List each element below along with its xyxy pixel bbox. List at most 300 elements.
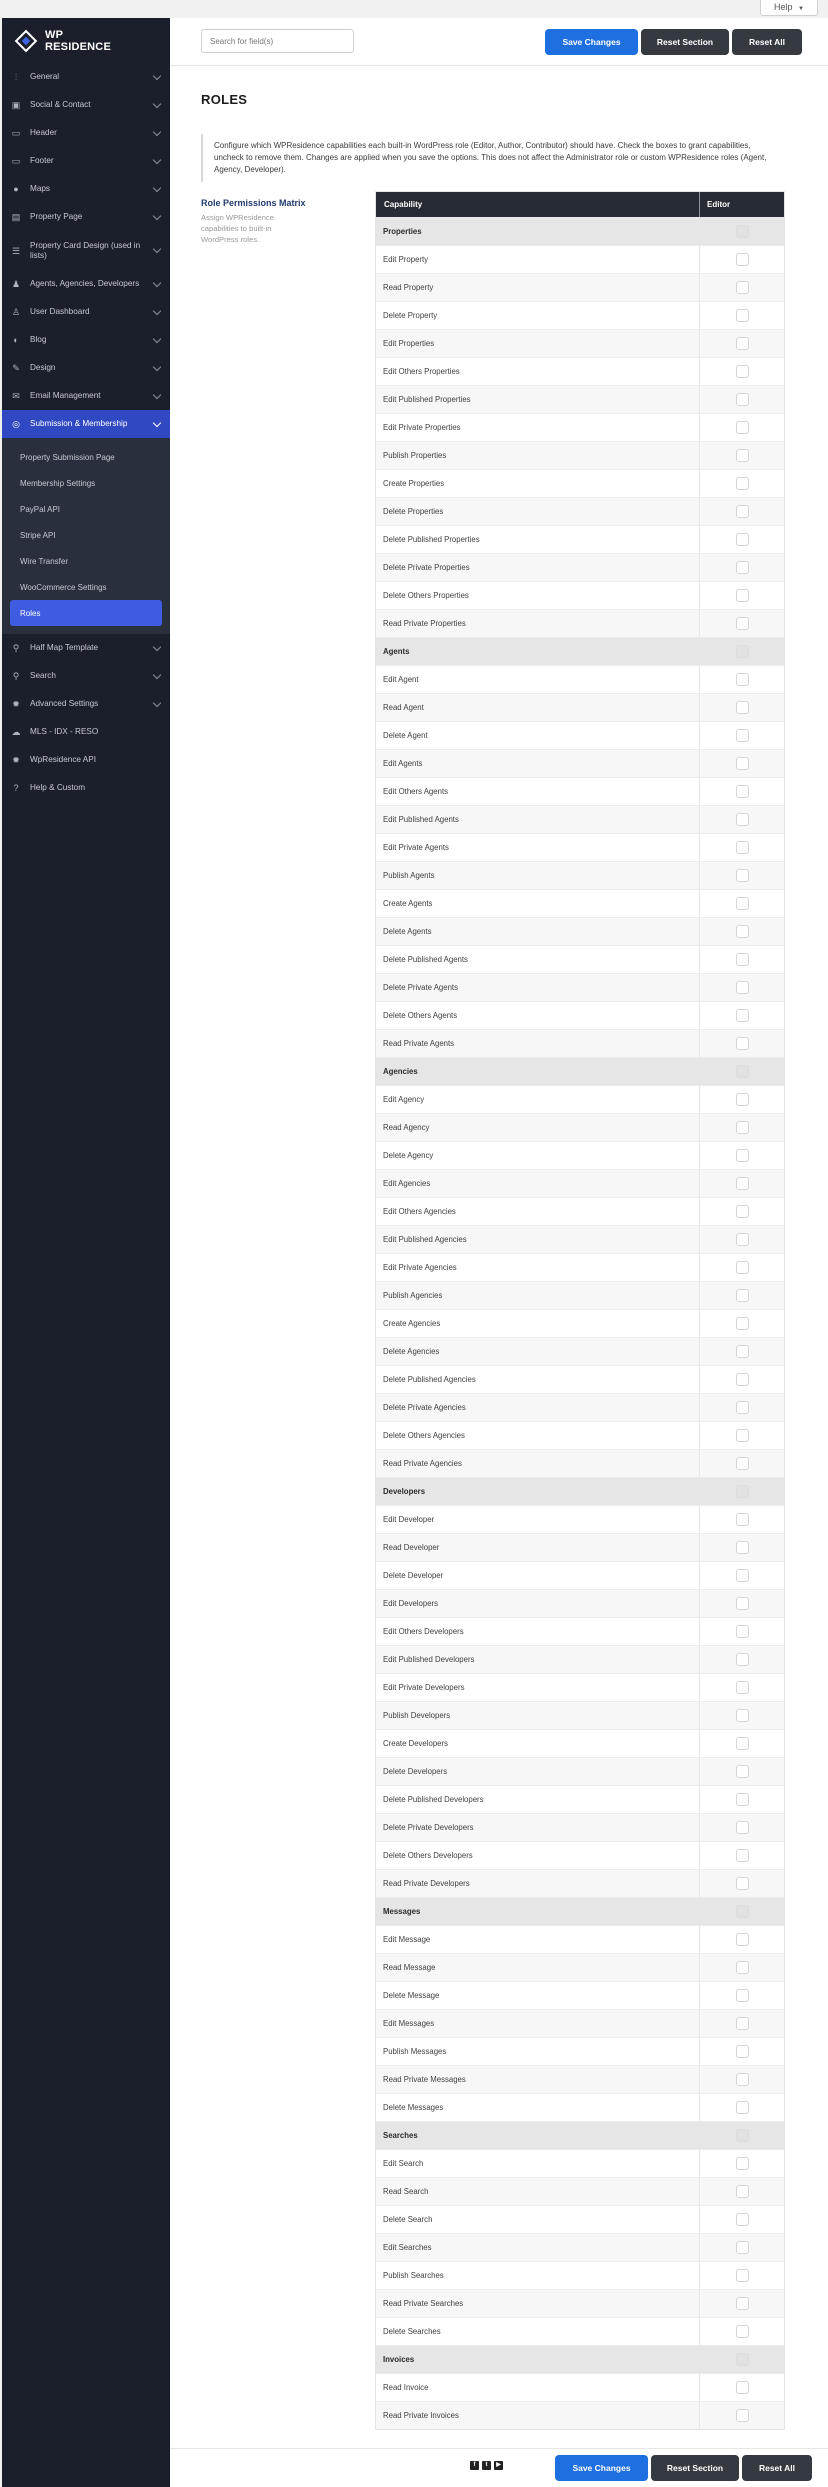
chevron-down-icon bbox=[153, 127, 161, 135]
table-row bbox=[376, 1561, 784, 1589]
brand-line1: WP bbox=[45, 28, 64, 41]
sidebar-item-property-page[interactable] bbox=[2, 203, 170, 231]
submenu-item-woocommerce-settings[interactable]: WooCommerce Settings bbox=[20, 582, 107, 592]
table-row bbox=[376, 245, 784, 273]
table-row bbox=[376, 2037, 784, 2065]
table-group-row bbox=[376, 2121, 784, 2149]
capability-label: Delete Others Developers bbox=[376, 1842, 700, 1869]
editor-capability-checkbox[interactable] bbox=[736, 2045, 749, 2058]
user-icon: ♙ bbox=[11, 307, 21, 317]
table-row bbox=[376, 1365, 784, 1393]
table-row bbox=[376, 833, 784, 861]
sidebar bbox=[2, 18, 170, 2487]
editor-capability-checkbox[interactable] bbox=[736, 2017, 749, 2030]
sidebar-menu bbox=[2, 63, 170, 438]
capability-label: Delete Published Agents bbox=[376, 946, 700, 973]
sidebar-item-label: MLS - IDX - RESO bbox=[30, 727, 99, 736]
editor-capability-checkbox[interactable] bbox=[736, 1681, 749, 1694]
group-label: Agents bbox=[376, 638, 700, 665]
table-row bbox=[376, 805, 784, 833]
editor-capability-checkbox[interactable] bbox=[736, 2381, 749, 2394]
table-row bbox=[376, 357, 784, 385]
table-row bbox=[376, 749, 784, 777]
capability-label: Publish Searches bbox=[376, 2262, 700, 2289]
capability-label: Delete Agencies bbox=[376, 1338, 700, 1365]
group-checkbox bbox=[736, 2353, 749, 2366]
chevron-down-icon bbox=[153, 211, 161, 219]
table-row bbox=[376, 1841, 784, 1869]
sidebar-item-label: Agents, Agencies, Developers bbox=[30, 279, 140, 288]
sidebar-item-design[interactable] bbox=[2, 354, 170, 382]
table-row bbox=[376, 889, 784, 917]
editor-capability-checkbox[interactable] bbox=[736, 1653, 749, 1666]
capability-label: Delete Messages bbox=[376, 2094, 700, 2121]
search-input[interactable] bbox=[201, 29, 354, 53]
table-row bbox=[376, 1169, 784, 1197]
table-row bbox=[376, 1001, 784, 1029]
capability-label: Delete Others Properties bbox=[376, 582, 700, 609]
editor-capability-checkbox[interactable] bbox=[736, 505, 749, 518]
table-row bbox=[376, 1225, 784, 1253]
table-row bbox=[376, 2149, 784, 2177]
table-group-row bbox=[376, 1897, 784, 1925]
sidebar-item-label: User Dashboard bbox=[30, 307, 90, 316]
editor-capability-checkbox[interactable] bbox=[736, 449, 749, 462]
main-content bbox=[170, 18, 828, 2487]
editor-capability-checkbox[interactable] bbox=[736, 1233, 749, 1246]
sidebar-item-label: Footer bbox=[30, 156, 54, 165]
editor-capability-checkbox[interactable] bbox=[736, 2325, 749, 2338]
capability-column-header: Capability bbox=[376, 192, 700, 217]
editor-capability-checkbox[interactable] bbox=[736, 2409, 749, 2422]
capability-label: Edit Others Agents bbox=[376, 778, 700, 805]
sidebar-item-label: WpResidence API bbox=[30, 755, 96, 764]
capability-label: Delete Others Agents bbox=[376, 1002, 700, 1029]
editor-capability-checkbox[interactable] bbox=[736, 1149, 749, 1162]
capability-label: Delete Agent bbox=[376, 722, 700, 749]
sidebar-menu-lower bbox=[2, 634, 170, 802]
table-row bbox=[376, 301, 784, 329]
editor-capability-checkbox[interactable] bbox=[736, 1093, 749, 1106]
table-row bbox=[376, 469, 784, 497]
editor-capability-checkbox[interactable] bbox=[736, 253, 749, 266]
editor-capability-checkbox[interactable] bbox=[736, 1009, 749, 1022]
table-row bbox=[376, 917, 784, 945]
help-tab[interactable] bbox=[760, 0, 818, 16]
table-row bbox=[376, 861, 784, 889]
capability-label: Delete Agency bbox=[376, 1142, 700, 1169]
header-layout-icon: ▭ bbox=[11, 128, 21, 138]
sidebar-item-label: Social & Contact bbox=[30, 100, 91, 109]
sidebar-submenu bbox=[2, 438, 170, 634]
brand-logo bbox=[2, 18, 170, 63]
sidebar-item-search[interactable] bbox=[2, 662, 170, 690]
contrast-icon: ◐ bbox=[13, 335, 19, 345]
editor-capability-checkbox[interactable] bbox=[736, 1877, 749, 1890]
chevron-down-icon bbox=[153, 155, 161, 163]
capability-label: Delete Others Agencies bbox=[376, 1422, 700, 1449]
table-row bbox=[376, 1449, 784, 1477]
page-description: Configure which WPResidence capabilities each built-in WordPress role (Editor, Author, Contributor) should have. Check the boxes to grant capabilities, uncheck to remove them. Changes are applied when you save the options. This does not affect the Administrator role or custom WPResidence roles (Agent, Agency, Developer). bbox=[201, 134, 791, 182]
capability-label: Edit Message bbox=[376, 1926, 700, 1953]
sidebar-item-label: Search bbox=[30, 671, 56, 680]
reset-section-button[interactable]: Reset Section bbox=[641, 29, 729, 55]
capability-label: Read Developer bbox=[376, 1534, 700, 1561]
capability-label: Delete Private Agents bbox=[376, 974, 700, 1001]
sidebar-item-footer[interactable] bbox=[2, 147, 170, 175]
table-row bbox=[376, 329, 784, 357]
section-text: Assign WPResidence capabilities to built-in WordPress roles. bbox=[201, 213, 275, 244]
editor-capability-checkbox[interactable] bbox=[736, 2269, 749, 2282]
chevron-down-icon bbox=[153, 99, 161, 107]
editor-capability-checkbox[interactable] bbox=[736, 1597, 749, 1610]
capability-label: Read Private Agencies bbox=[376, 1450, 700, 1477]
editor-column-header: Editor bbox=[707, 200, 731, 209]
editor-capability-checkbox[interactable] bbox=[736, 1429, 749, 1442]
table-row bbox=[376, 2261, 784, 2289]
editor-capability-checkbox[interactable] bbox=[736, 1569, 749, 1582]
table-row bbox=[376, 693, 784, 721]
pen-icon: ✎ bbox=[12, 363, 20, 373]
table-row bbox=[376, 721, 784, 749]
table-row bbox=[376, 1505, 784, 1533]
table-row bbox=[376, 1113, 784, 1141]
editor-capability-checkbox[interactable] bbox=[736, 1205, 749, 1218]
editor-capability-checkbox[interactable] bbox=[736, 1373, 749, 1386]
table-row bbox=[376, 945, 784, 973]
submenu-item-stripe-api[interactable]: Stripe API bbox=[20, 530, 56, 540]
capability-label: Publish Developers bbox=[376, 1702, 700, 1729]
chevron-down-icon: ▼ bbox=[798, 6, 804, 12]
capability-label: Edit Published Agents bbox=[376, 806, 700, 833]
capability-label: Read Message bbox=[376, 1954, 700, 1981]
sidebar-item-wpresidence-api[interactable] bbox=[2, 746, 170, 774]
editor-capability-checkbox[interactable] bbox=[736, 337, 749, 350]
sidebar-item-user-dashboard[interactable] bbox=[2, 298, 170, 326]
sidebar-item-header[interactable] bbox=[2, 119, 170, 147]
save-changes-button[interactable]: Save Changes bbox=[545, 29, 638, 55]
contact-card-icon: ▣ bbox=[11, 100, 21, 110]
table-row bbox=[376, 1869, 784, 1897]
capability-label: Create Properties bbox=[376, 470, 700, 497]
capability-label: Publish Properties bbox=[376, 442, 700, 469]
editor-capability-checkbox[interactable] bbox=[736, 1121, 749, 1134]
editor-capability-checkbox[interactable] bbox=[736, 981, 749, 994]
editor-capability-checkbox[interactable] bbox=[736, 1345, 749, 1358]
editor-capability-checkbox[interactable] bbox=[736, 2213, 749, 2226]
editor-capability-checkbox[interactable] bbox=[736, 1709, 749, 1722]
question-icon: ? bbox=[13, 783, 19, 793]
editor-capability-checkbox[interactable] bbox=[736, 925, 749, 938]
table-row bbox=[376, 1617, 784, 1645]
table-row bbox=[376, 1141, 784, 1169]
table-row bbox=[376, 1253, 784, 1281]
table-row bbox=[376, 1813, 784, 1841]
table-row bbox=[376, 2233, 784, 2261]
group-label: Properties bbox=[376, 218, 700, 245]
document-icon: ▤ bbox=[11, 212, 21, 222]
chevron-down-icon bbox=[153, 71, 161, 79]
editor-capability-checkbox[interactable] bbox=[736, 1989, 749, 2002]
editor-capability-checkbox[interactable] bbox=[736, 2297, 749, 2310]
table-row bbox=[376, 1533, 784, 1561]
editor-capability-checkbox[interactable] bbox=[736, 953, 749, 966]
editor-capability-checkbox[interactable] bbox=[736, 1933, 749, 1946]
capability-label: Edit Others Developers bbox=[376, 1618, 700, 1645]
table-row bbox=[376, 1197, 784, 1225]
capability-label: Edit Others Agencies bbox=[376, 1198, 700, 1225]
capability-label: Read Private Properties bbox=[376, 610, 700, 637]
table-row bbox=[376, 273, 784, 301]
youtube-icon[interactable]: ▶ bbox=[494, 2461, 503, 2470]
monitor-icon: ▭ bbox=[11, 156, 21, 166]
capability-label: Edit Developer bbox=[376, 1506, 700, 1533]
sidebar-item-social-contact[interactable] bbox=[2, 91, 170, 119]
editor-capability-checkbox[interactable] bbox=[736, 2241, 749, 2254]
editor-capability-checkbox[interactable] bbox=[736, 757, 749, 770]
api-gear-icon: ✹ bbox=[12, 755, 20, 765]
editor-capability-checkbox[interactable] bbox=[736, 1317, 749, 1330]
table-row bbox=[376, 1925, 784, 1953]
table-row bbox=[376, 2317, 784, 2345]
table-row bbox=[376, 1281, 784, 1309]
table-row bbox=[376, 777, 784, 805]
editor-capability-checkbox[interactable] bbox=[736, 1457, 749, 1470]
editor-capability-checkbox[interactable] bbox=[736, 1793, 749, 1806]
editor-capability-checkbox[interactable] bbox=[736, 1849, 749, 1862]
table-row bbox=[376, 1729, 784, 1757]
capability-label: Edit Developers bbox=[376, 1590, 700, 1617]
editor-capability-checkbox[interactable] bbox=[736, 2073, 749, 2086]
group-label: Searches bbox=[376, 2122, 700, 2149]
editor-capability-checkbox[interactable] bbox=[736, 1961, 749, 1974]
capability-label: Read Agency bbox=[376, 1114, 700, 1141]
editor-capability-checkbox[interactable] bbox=[736, 617, 749, 630]
table-row bbox=[376, 1029, 784, 1057]
facebook-icon[interactable]: f bbox=[470, 2461, 479, 2470]
table-group-row bbox=[376, 1057, 784, 1085]
editor-capability-checkbox[interactable] bbox=[736, 1821, 749, 1834]
capability-label: Edit Property bbox=[376, 246, 700, 273]
sidebar-item-email-management[interactable] bbox=[2, 382, 170, 410]
editor-capability-checkbox[interactable] bbox=[736, 2101, 749, 2114]
reset-all-button[interactable]: Reset All bbox=[732, 29, 802, 55]
capability-label: Read Private Developers bbox=[376, 1870, 700, 1897]
table-row bbox=[376, 1421, 784, 1449]
sidebar-item-label: Submission & Membership bbox=[30, 419, 128, 428]
table-row bbox=[376, 525, 784, 553]
capability-label: Edit Agencies bbox=[376, 1170, 700, 1197]
submenu-item-membership-settings[interactable]: Membership Settings bbox=[20, 478, 96, 488]
capability-label: Edit Published Agencies bbox=[376, 1226, 700, 1253]
sidebar-item-label: Half Map Template bbox=[30, 643, 99, 652]
sidebar-item-label: Design bbox=[30, 363, 56, 372]
capability-label: Edit Private Agencies bbox=[376, 1254, 700, 1281]
table-row bbox=[376, 385, 784, 413]
sidebar-item-maps[interactable] bbox=[2, 175, 170, 203]
options-panel bbox=[0, 18, 828, 2487]
editor-capability-checkbox[interactable] bbox=[736, 365, 749, 378]
table-body bbox=[376, 217, 784, 2429]
editor-capability-checkbox[interactable] bbox=[736, 561, 749, 574]
table-row bbox=[376, 973, 784, 1001]
map-pin-icon: ● bbox=[13, 184, 19, 194]
editor-capability-checkbox[interactable] bbox=[736, 421, 749, 434]
capability-label: Delete Message bbox=[376, 1982, 700, 2009]
twitter-icon[interactable]: t bbox=[482, 2461, 491, 2470]
editor-capability-checkbox[interactable] bbox=[736, 729, 749, 742]
editor-capability-checkbox[interactable] bbox=[736, 309, 749, 322]
capability-label: Edit Searches bbox=[376, 2234, 700, 2261]
editor-capability-checkbox[interactable] bbox=[736, 897, 749, 910]
sidebar-item-label: Maps bbox=[30, 184, 51, 193]
table-row bbox=[376, 1645, 784, 1673]
editor-capability-checkbox[interactable] bbox=[736, 589, 749, 602]
table-row bbox=[376, 609, 784, 637]
sidebar-item-advanced-settings[interactable] bbox=[2, 690, 170, 718]
editor-capability-checkbox[interactable] bbox=[736, 1765, 749, 1778]
table-row bbox=[376, 1981, 784, 2009]
editor-capability-checkbox[interactable] bbox=[736, 1625, 749, 1638]
capability-label: Edit Published Developers bbox=[376, 1646, 700, 1673]
sidebar-item-submission-membership[interactable] bbox=[2, 410, 170, 438]
capability-label: Read Private Messages bbox=[376, 2066, 700, 2093]
table-row bbox=[376, 2177, 784, 2205]
editor-capability-checkbox[interactable] bbox=[736, 281, 749, 294]
sidebar-item-label: Property Card Design (used in lists) bbox=[30, 240, 141, 260]
footer-save-changes-button[interactable]: Save Changes bbox=[555, 2455, 648, 2481]
editor-capability-checkbox[interactable] bbox=[736, 1737, 749, 1750]
editor-capability-checkbox[interactable] bbox=[736, 673, 749, 686]
table-row bbox=[376, 2289, 784, 2317]
editor-capability-checkbox[interactable] bbox=[736, 2185, 749, 2198]
group-checkbox bbox=[736, 1905, 749, 1918]
capability-label: Delete Private Agencies bbox=[376, 1394, 700, 1421]
table-row bbox=[376, 1673, 784, 1701]
capability-label: Read Private Agents bbox=[376, 1030, 700, 1057]
capability-label: Create Agencies bbox=[376, 1310, 700, 1337]
sidebar-item-help-custom[interactable] bbox=[2, 774, 170, 802]
submenu-item-paypal-api[interactable]: PayPal API bbox=[20, 504, 61, 514]
capability-label: Edit Private Properties bbox=[376, 414, 700, 441]
table-group-row bbox=[376, 2345, 784, 2373]
chevron-down-icon bbox=[153, 278, 161, 286]
group-label: Invoices bbox=[376, 2346, 700, 2373]
cloud-icon: ☁ bbox=[11, 727, 21, 737]
sidebar-item-mls-idx-reso[interactable] bbox=[2, 718, 170, 746]
sidebar-item-general[interactable] bbox=[2, 63, 170, 91]
search-map-icon: ⚲ bbox=[12, 643, 20, 653]
capability-label: Read Search bbox=[376, 2178, 700, 2205]
footer-reset-all-button[interactable]: Reset All bbox=[742, 2455, 812, 2481]
group-checkbox bbox=[736, 1065, 749, 1078]
table-group-row bbox=[376, 1477, 784, 1505]
sidebar-item-half-map-template[interactable] bbox=[2, 634, 170, 662]
table-row bbox=[376, 1589, 784, 1617]
table-row bbox=[376, 2065, 784, 2093]
group-label: Messages bbox=[376, 1898, 700, 1925]
editor-capability-checkbox[interactable] bbox=[736, 785, 749, 798]
editor-capability-checkbox[interactable] bbox=[736, 841, 749, 854]
editor-capability-checkbox[interactable] bbox=[736, 1289, 749, 1302]
capability-label: Delete Private Properties bbox=[376, 554, 700, 581]
table-row bbox=[376, 2373, 784, 2401]
chevron-down-icon bbox=[153, 698, 161, 706]
capability-label: Delete Agents bbox=[376, 918, 700, 945]
chevron-down-icon bbox=[153, 306, 161, 314]
submenu-item-property-submission-page[interactable]: Property Submission Page bbox=[20, 452, 115, 462]
chevron-down-icon bbox=[153, 670, 161, 678]
sidebar-item-label: Email Management bbox=[30, 391, 101, 400]
sidebar-item-blog[interactable] bbox=[2, 326, 170, 354]
table-row bbox=[376, 1393, 784, 1421]
editor-capability-checkbox[interactable] bbox=[736, 1177, 749, 1190]
table-row bbox=[376, 441, 784, 469]
group-checkbox bbox=[736, 1485, 749, 1498]
capability-label: Create Developers bbox=[376, 1730, 700, 1757]
chevron-down-icon bbox=[153, 642, 161, 650]
editor-capability-checkbox[interactable] bbox=[736, 2157, 749, 2170]
section-info bbox=[201, 198, 311, 245]
chevron-down-icon bbox=[153, 418, 161, 426]
table-row bbox=[376, 1953, 784, 1981]
sidebar-item-label: Blog bbox=[30, 335, 47, 344]
editor-capability-checkbox[interactable] bbox=[736, 1261, 749, 1274]
capability-label: Edit Messages bbox=[376, 2010, 700, 2037]
group-checkbox bbox=[736, 645, 749, 658]
editor-capability-checkbox[interactable] bbox=[736, 1513, 749, 1526]
logo-diamond-icon bbox=[14, 29, 38, 53]
editor-capability-checkbox[interactable] bbox=[736, 1401, 749, 1414]
users-icon: ♟ bbox=[11, 279, 21, 289]
capability-label: Edit Search bbox=[376, 2150, 700, 2177]
sidebar-item-agents-agencies-developers[interactable] bbox=[2, 270, 170, 298]
table-row bbox=[376, 665, 784, 693]
footer-reset-section-button[interactable]: Reset Section bbox=[651, 2455, 739, 2481]
editor-capability-checkbox[interactable] bbox=[736, 813, 749, 826]
page-title: ROLES bbox=[201, 92, 248, 107]
editor-capability-checkbox[interactable] bbox=[736, 869, 749, 882]
capability-label: Delete Published Developers bbox=[376, 1786, 700, 1813]
editor-capability-checkbox[interactable] bbox=[736, 1541, 749, 1554]
section-heading: Role Permissions Matrix bbox=[201, 198, 306, 208]
editor-capability-checkbox[interactable] bbox=[736, 393, 749, 406]
sidebar-item-property-card-design-used-in-lists[interactable] bbox=[2, 231, 170, 270]
table-group-row bbox=[376, 637, 784, 665]
capability-label: Edit Others Properties bbox=[376, 358, 700, 385]
editor-capability-checkbox[interactable] bbox=[736, 1037, 749, 1050]
capability-label: Delete Published Properties bbox=[376, 526, 700, 553]
capability-label: Publish Messages bbox=[376, 2038, 700, 2065]
table-row bbox=[376, 1085, 784, 1113]
table-group-row bbox=[376, 217, 784, 245]
table-row bbox=[376, 1309, 784, 1337]
capability-label: Edit Published Properties bbox=[376, 386, 700, 413]
table-row bbox=[376, 497, 784, 525]
capability-label: Read Invoice bbox=[376, 2374, 700, 2401]
submenu-item-roles[interactable]: Roles bbox=[10, 600, 162, 626]
editor-capability-checkbox[interactable] bbox=[736, 477, 749, 490]
table-row bbox=[376, 581, 784, 609]
list-icon: ☰ bbox=[11, 245, 21, 256]
sidebar-item-label: Property Page bbox=[30, 212, 83, 221]
table-row bbox=[376, 2093, 784, 2121]
editor-capability-checkbox[interactable] bbox=[736, 701, 749, 714]
table-row bbox=[376, 1701, 784, 1729]
sliders-icon: ⫶ bbox=[14, 72, 18, 82]
editor-capability-checkbox[interactable] bbox=[736, 533, 749, 546]
submenu-item-wire-transfer[interactable]: Wire Transfer bbox=[20, 556, 69, 566]
